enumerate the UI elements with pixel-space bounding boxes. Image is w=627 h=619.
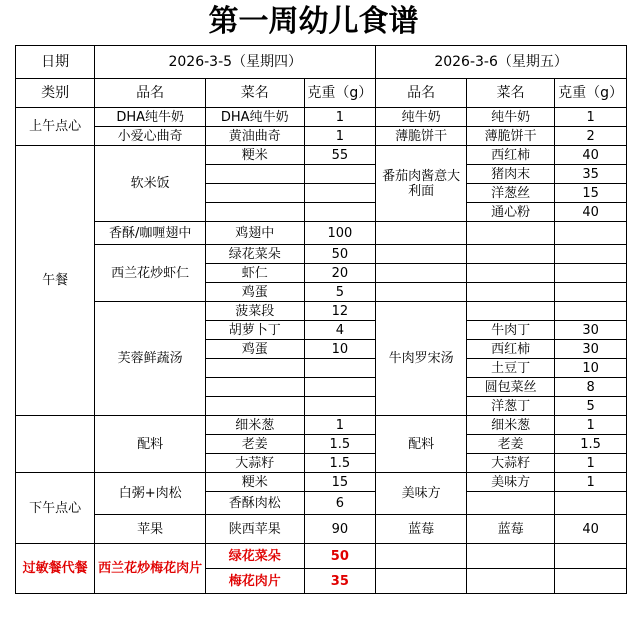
empty-cell — [555, 569, 627, 594]
day2-soup-weight: 8 — [555, 378, 627, 397]
day1-rice-weight: 55 — [304, 146, 376, 165]
day1-shrimp-weight: 5 — [304, 283, 376, 302]
day1-fruit-weight: 90 — [304, 515, 376, 544]
day1-morning-weight: 1 — [304, 127, 376, 146]
category-seasoning — [16, 416, 95, 473]
empty-cell — [304, 165, 376, 184]
day2-snack-ingredient: 美味方 — [466, 473, 554, 492]
empty-cell — [376, 245, 467, 264]
day2-pasta-ingredient: 猪肉末 — [466, 165, 554, 184]
day1-morning-weight: 1 — [304, 108, 376, 127]
day1-wings-ingredient: 鸡翅中 — [205, 222, 304, 245]
day1-soup-item: 芙蓉鲜蔬汤 — [95, 302, 206, 416]
day2-weight-header: 克重（g） — [555, 79, 627, 108]
category-lunch: 午餐 — [16, 146, 95, 416]
day1-wings-weight: 100 — [304, 222, 376, 245]
day1-fruit-ingredient: 陕西苹果 — [205, 515, 304, 544]
day2-morning-item: 薄脆饼干 — [376, 127, 467, 146]
day1-soup-ingredient: 鸡蛋 — [205, 340, 304, 359]
empty-cell — [466, 302, 554, 321]
day1-ingredient-header: 菜名 — [205, 79, 304, 108]
day2-soup-item: 牛肉罗宋汤 — [376, 302, 467, 416]
day2-soup-weight: 30 — [555, 340, 627, 359]
day2-seasoning-ingredient: 老姜 — [466, 435, 554, 454]
day1-morning-item: DHA纯牛奶 — [95, 108, 206, 127]
day1-soup-weight: 4 — [304, 321, 376, 340]
empty-cell — [555, 245, 627, 264]
day1-soup-ingredient: 胡萝卜丁 — [205, 321, 304, 340]
day2-seasoning-weight: 1 — [555, 454, 627, 473]
empty-cell — [555, 264, 627, 283]
category-allergy: 过敏餐代餐 — [16, 544, 95, 594]
day2-pasta-ingredient: 通心粉 — [466, 203, 554, 222]
empty-cell — [466, 245, 554, 264]
day2-soup-ingredient: 圆包菜丝 — [466, 378, 554, 397]
day1-morning-ingredient: DHA纯牛奶 — [205, 108, 304, 127]
day1-rice-item: 软米饭 — [95, 146, 206, 222]
empty-cell — [205, 359, 304, 378]
empty-cell — [205, 378, 304, 397]
day1-seasoning-ingredient: 老姜 — [205, 435, 304, 454]
day2-pasta-ingredient: 洋葱丝 — [466, 184, 554, 203]
day2-morning-item: 纯牛奶 — [376, 108, 467, 127]
empty-cell — [304, 397, 376, 416]
day2-seasoning-weight: 1 — [555, 416, 627, 435]
day1-soup-ingredient: 菠菜段 — [205, 302, 304, 321]
day2-pasta-weight: 35 — [555, 165, 627, 184]
day1-shrimp-ingredient: 绿花菜朵 — [205, 245, 304, 264]
empty-cell — [205, 203, 304, 222]
category-afternoon: 下午点心 — [16, 473, 95, 544]
day2-morning-weight: 2 — [555, 127, 627, 146]
day1-congee-ingredient: 粳米 — [205, 473, 304, 492]
day1-soup-weight: 10 — [304, 340, 376, 359]
empty-cell — [376, 222, 467, 245]
day2-seasoning-weight: 1.5 — [555, 435, 627, 454]
day2-soup-weight: 10 — [555, 359, 627, 378]
day1-allergy-ingredient: 绿花菜朵 — [205, 544, 304, 569]
day2-seasoning-ingredient: 大蒜籽 — [466, 454, 554, 473]
day2-pasta-weight: 40 — [555, 203, 627, 222]
day1-seasoning-weight: 1 — [304, 416, 376, 435]
category-header: 类别 — [16, 79, 95, 108]
day2-snack-weight: 1 — [555, 473, 627, 492]
day1-allergy-ingredient: 梅花肉片 — [205, 569, 304, 594]
empty-cell — [376, 569, 467, 594]
day2-snack-item: 美味方 — [376, 473, 467, 515]
empty-cell — [466, 222, 554, 245]
empty-cell — [555, 222, 627, 245]
empty-cell — [555, 302, 627, 321]
day1-seasoning-weight: 1.5 — [304, 454, 376, 473]
day1-date: 2026-3-5（星期四） — [95, 46, 376, 79]
day2-fruit-ingredient: 蓝莓 — [466, 515, 554, 544]
day1-shrimp-weight: 20 — [304, 264, 376, 283]
day2-ingredient-header: 菜名 — [466, 79, 554, 108]
day1-congee-weight: 6 — [304, 492, 376, 515]
day1-fruit-item: 苹果 — [95, 515, 206, 544]
day1-congee-item: 白粥+肉松 — [95, 473, 206, 515]
empty-cell — [466, 264, 554, 283]
day1-shrimp-ingredient: 鸡蛋 — [205, 283, 304, 302]
menu-table — [15, 45, 627, 594]
day2-fruit-item: 蓝莓 — [376, 515, 467, 544]
empty-cell — [304, 184, 376, 203]
empty-cell — [466, 544, 554, 569]
empty-cell — [466, 283, 554, 302]
page-title: 第一周幼儿食谱 — [208, 4, 419, 39]
day2-pasta-item: 番茄肉酱意大利面 — [376, 146, 467, 222]
day1-allergy-item: 西兰花炒梅花肉片 — [95, 544, 206, 594]
day1-congee-weight: 15 — [304, 473, 376, 492]
day1-shrimp-weight: 50 — [304, 245, 376, 264]
day1-allergy-weight: 50 — [304, 544, 376, 569]
day2-pasta-weight: 15 — [555, 184, 627, 203]
day1-seasoning-item: 配料 — [95, 416, 206, 473]
empty-cell — [205, 184, 304, 203]
day2-seasoning-ingredient: 细米葱 — [466, 416, 554, 435]
empty-cell — [555, 492, 627, 515]
empty-cell — [205, 165, 304, 184]
empty-cell — [376, 283, 467, 302]
day1-shrimp-ingredient: 虾仁 — [205, 264, 304, 283]
date-label: 日期 — [16, 46, 95, 79]
day2-pasta-ingredient: 西红柿 — [466, 146, 554, 165]
day2-soup-weight: 30 — [555, 321, 627, 340]
day1-item-header: 品名 — [95, 79, 206, 108]
empty-cell — [555, 544, 627, 569]
day2-soup-ingredient: 洋葱丁 — [466, 397, 554, 416]
empty-cell — [466, 492, 554, 515]
day1-allergy-weight: 35 — [304, 569, 376, 594]
day2-soup-ingredient: 西红柿 — [466, 340, 554, 359]
day2-seasoning-item: 配料 — [376, 416, 467, 473]
category-morning: 上午点心 — [16, 108, 95, 146]
day2-morning-ingredient: 纯牛奶 — [466, 108, 554, 127]
day1-shrimp-item: 西兰花炒虾仁 — [95, 245, 206, 302]
empty-cell — [304, 359, 376, 378]
day1-morning-ingredient: 黄油曲奇 — [205, 127, 304, 146]
empty-cell — [376, 544, 467, 569]
empty-cell — [304, 203, 376, 222]
day2-morning-weight: 1 — [555, 108, 627, 127]
empty-cell — [555, 283, 627, 302]
day2-fruit-weight: 40 — [555, 515, 627, 544]
day1-seasoning-ingredient: 细米葱 — [205, 416, 304, 435]
day2-soup-weight: 5 — [555, 397, 627, 416]
day1-seasoning-weight: 1.5 — [304, 435, 376, 454]
day2-soup-ingredient: 土豆丁 — [466, 359, 554, 378]
day1-weight-header: 克重（g） — [304, 79, 376, 108]
day2-morning-ingredient: 薄脆饼干 — [466, 127, 554, 146]
empty-cell — [466, 569, 554, 594]
day2-soup-ingredient: 牛肉丁 — [466, 321, 554, 340]
empty-cell — [205, 397, 304, 416]
day2-date: 2026-3-6（星期五） — [376, 46, 627, 79]
day2-item-header: 品名 — [376, 79, 467, 108]
empty-cell — [304, 378, 376, 397]
day1-seasoning-ingredient: 大蒜籽 — [205, 454, 304, 473]
empty-cell — [376, 264, 467, 283]
day1-morning-item: 小爱心曲奇 — [95, 127, 206, 146]
day1-wings-item: 香酥/咖喱翅中 — [95, 222, 206, 245]
day2-pasta-weight: 40 — [555, 146, 627, 165]
day1-congee-ingredient: 香酥肉松 — [205, 492, 304, 515]
day1-soup-weight: 12 — [304, 302, 376, 321]
day1-rice-ingredient: 粳米 — [205, 146, 304, 165]
